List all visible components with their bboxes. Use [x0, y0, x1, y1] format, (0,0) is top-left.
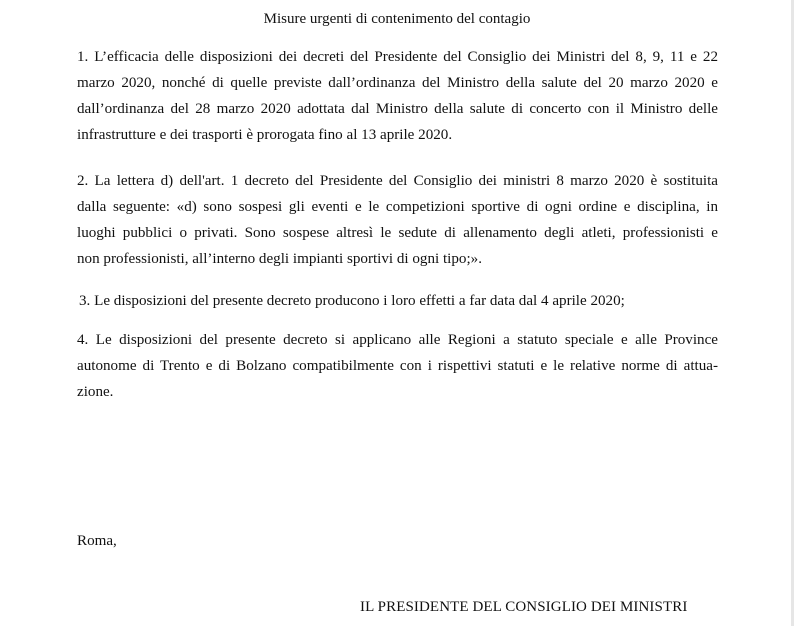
signature-title: IL PRESIDENTE DEL CONSIGLIO DEI MINISTRI [360, 599, 688, 615]
paragraph-4 [77, 327, 718, 405]
paragraph-2-line-4: non professionisti, all’interno degli impianti sportivi di ogni tipo;». [77, 251, 482, 267]
document-title: Misure urgenti di contenimento del contagio [263, 11, 531, 27]
paragraph-4-line-3: zione. [77, 384, 114, 400]
place-line: Roma, [77, 533, 117, 549]
paragraph-1-line-1: 1. L’efficacia delle disposizioni dei decreti del Presidente del Consiglio dei Ministri del 8, 9, 11 e 22 [77, 49, 718, 65]
paragraph-2-line-1: 2. La lettera d) dell'art. 1 decreto del Presidente del Consiglio dei ministri 8 marzo 2020 è sostituita [77, 173, 718, 189]
paragraph-1-line-2: marzo 2020, nonché di quelle previste dall’ordinanza del Ministro della salute del 20 marzo 2020 e [77, 75, 718, 91]
paragraph-3-line-1: 3. Le disposizioni del presente decreto producono i loro effetti a far data dal 4 aprile 2020; [79, 293, 625, 309]
paragraph-2-line-3: luoghi pubblici o privati. Sono sospese altresì le sedute di allenamento degli atleti, professionisti e [77, 225, 718, 241]
paragraph-4-line-2: autonome di Trento e di Bolzano compatibilmente con i rispettivi statuti e le relative norme di attua- [77, 358, 718, 374]
paragraph-1-line-4: infrastrutture e dei trasporti è prorogata fino al 13 aprile 2020. [77, 127, 453, 143]
paragraph-3 [79, 288, 720, 314]
paragraph-1-line-3: dall’ordinanza del 28 marzo 2020 adottata dal Ministro della salute di concerto con il Ministro delle [77, 101, 718, 117]
paragraph-1 [77, 44, 718, 148]
paragraph-2 [77, 168, 718, 272]
paragraph-4-line-1: 4. Le disposizioni del presente decreto si applicano alle Regioni a statuto speciale e alle Province [77, 332, 718, 348]
paragraph-2-line-2: dalla seguente: «d) sono sospesi gli eventi e le competizioni sportive di ogni ordine e disciplina, in [77, 199, 718, 215]
